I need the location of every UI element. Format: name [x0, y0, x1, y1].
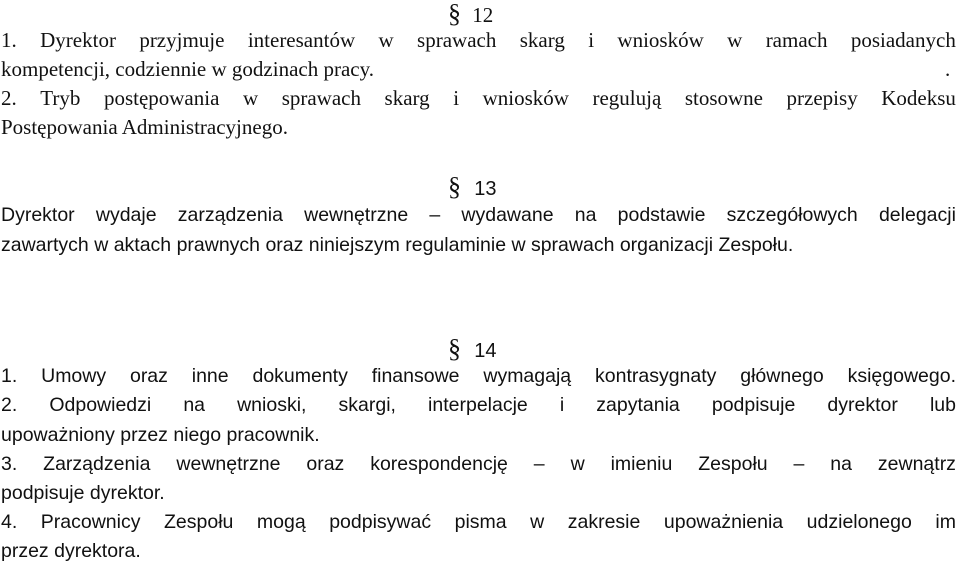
word: podstawie [617, 204, 706, 226]
word: Dyrektor [40, 28, 116, 52]
word: ramach [765, 28, 828, 52]
word: regulują [592, 86, 662, 110]
word: dyrektor [827, 394, 898, 416]
word: w [378, 28, 394, 52]
word: inne [191, 365, 229, 387]
word: zewnątrz [877, 453, 956, 475]
word: korespondencję [370, 453, 508, 475]
word: wniosków [482, 86, 569, 110]
section-13-heading [448, 174, 497, 200]
paragraph-line: podpisuje dyrektor. [1, 482, 165, 504]
word: Dyrektor [1, 204, 75, 226]
word: udzielonego [806, 511, 912, 533]
word: sprawach [417, 28, 497, 52]
word: im [935, 511, 956, 533]
paragraph-line: zawartych w aktach prawnych oraz niniejszym regulaminie w sprawach organizacji Zespołu. [1, 234, 794, 256]
section-14-heading [448, 336, 497, 362]
word: – [533, 453, 545, 475]
word: wnioski, [237, 394, 307, 416]
word: upoważnienia [663, 511, 784, 533]
word: 1. [1, 365, 18, 387]
paragraph-line: Postępowania Administracyjnego. [1, 115, 288, 139]
word: Tryb [40, 86, 81, 110]
word: głównego [740, 365, 824, 387]
word: oraz [306, 453, 345, 475]
word: Kodeksu [881, 86, 956, 110]
word: skarg [519, 28, 565, 52]
word: wydaje [95, 204, 157, 226]
word: finansowe [371, 365, 460, 387]
word: – [429, 204, 441, 226]
word: kontrasygnaty [595, 365, 717, 387]
word: Zarządzenia [43, 453, 151, 475]
word: na [183, 394, 206, 416]
word: Odpowiedzi [49, 394, 152, 416]
word: podpisuje [711, 394, 796, 416]
word: imieniu [610, 453, 673, 475]
word: wewnętrzne [304, 204, 409, 226]
paragraph-line: upoważniony przez niego pracownik. [1, 424, 320, 446]
section-symbol: § [448, 172, 461, 201]
paragraph-line: kompetencji, codziennie w godzinach pracy. [1, 57, 374, 81]
word: wniosków [617, 28, 704, 52]
word: stosowne [684, 86, 763, 110]
word: i [559, 394, 565, 416]
word: skargi, [338, 394, 396, 416]
word: przepisy [786, 86, 858, 110]
stray-dot: . [945, 57, 951, 81]
word: wewnętrzne [176, 453, 281, 475]
paragraph-line [1, 206, 956, 226]
word: podpisywać [329, 511, 432, 533]
paragraph-line [1, 455, 956, 475]
section-symbol: § [448, 334, 461, 363]
section-number: 13 [474, 178, 497, 200]
word: 1. [1, 28, 17, 52]
word: 2. [1, 86, 17, 110]
word: interpelacje [428, 394, 528, 416]
word: szczegółowych [726, 204, 858, 226]
word: Zespołu [698, 453, 768, 475]
word: Zespołu [164, 511, 234, 533]
word: 2. [1, 394, 18, 416]
word: zapytania [596, 394, 680, 416]
paragraph-line: przez dyrektora. [1, 540, 141, 562]
word: w [242, 86, 259, 110]
word: i [588, 28, 595, 52]
word: wymagają [483, 365, 572, 387]
word: na [574, 204, 597, 226]
word: na [830, 453, 852, 475]
word: postępowania [103, 86, 220, 110]
word: wydawane [461, 204, 554, 226]
word: księgowego. [847, 365, 956, 387]
word: i [453, 86, 460, 110]
word: pisma [454, 511, 507, 533]
section-symbol: § [448, 0, 461, 28]
word: interesantów [247, 28, 356, 52]
word: lub [929, 394, 956, 416]
section-number: 12 [472, 3, 494, 27]
section-12-heading [448, 1, 493, 27]
word: w [570, 453, 585, 475]
word: – [793, 453, 805, 475]
word: zakresie [567, 511, 641, 533]
paragraph-line [1, 88, 956, 109]
word: dokumenty [252, 365, 348, 387]
word: w [727, 28, 743, 52]
word: zarządzenia [177, 204, 283, 226]
word: 4. [1, 511, 18, 533]
word: oraz [129, 365, 168, 387]
paragraph-line [1, 30, 956, 51]
section-number: 14 [474, 340, 497, 362]
word: 3. [1, 453, 18, 475]
word: w [530, 511, 545, 533]
paragraph-line [1, 367, 956, 387]
paragraph-line [1, 513, 956, 533]
word: Umowy [41, 365, 107, 387]
paragraph-line [1, 396, 956, 416]
word: Pracownicy [40, 511, 141, 533]
word: delegacji [878, 204, 956, 226]
word: przyjmuje [139, 28, 225, 52]
word: mogą [256, 511, 306, 533]
word: posiadanych [850, 28, 956, 52]
word: sprawach [281, 86, 361, 110]
word: skarg [384, 86, 430, 110]
